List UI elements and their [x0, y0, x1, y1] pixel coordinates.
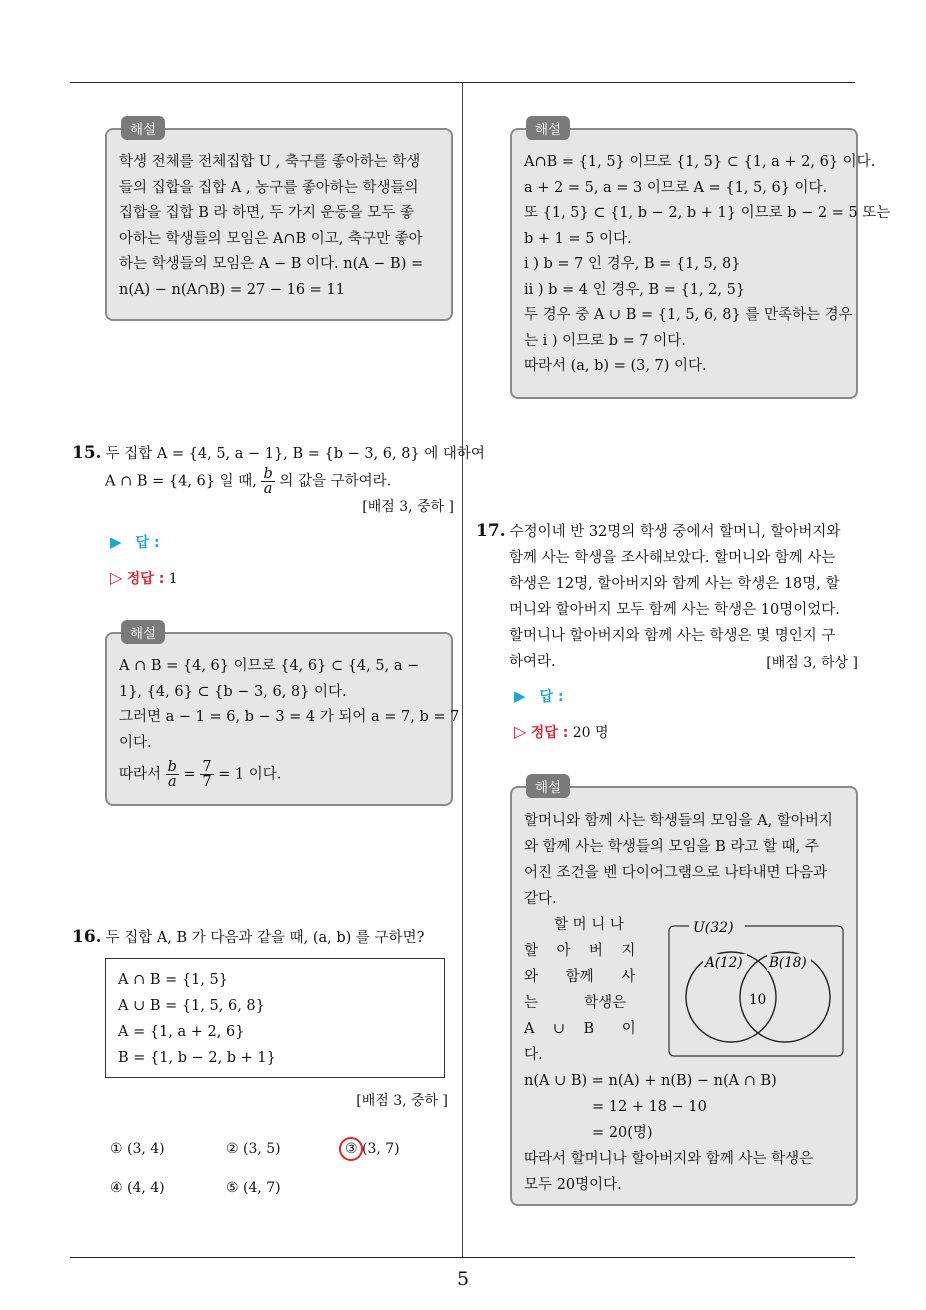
calc-line: = 12 + 18 − 10 — [592, 1099, 707, 1115]
page-number: 5 — [456, 1268, 470, 1290]
question-text: 두 집합 A, B 가 다음과 같을 때, (a, b) 를 구하면? — [105, 930, 425, 946]
question-text: 학생은 12명, 할아버지와 함께 사는 학생은 18명, 할 — [509, 576, 840, 592]
solution-line: 이다. — [119, 734, 152, 751]
side-line: 다. — [524, 1047, 543, 1063]
fraction-denominator: a — [263, 481, 273, 497]
solution-line: ii ) b = 4 인 경우, B = {1, 2, 5} — [524, 281, 746, 298]
calc-block — [524, 1068, 813, 1198]
solution-line: 따라서 $\frac{b}{a}$ = $\frac{7}{7}$ = 1 이다. — [119, 759, 282, 790]
column-divider — [462, 83, 463, 1257]
fraction-denominator: a — [167, 774, 177, 790]
score-meta: [배점 3, 하상 ] — [766, 655, 858, 671]
fraction-numerator: 7 — [202, 759, 212, 775]
set-b-label: B(18) — [769, 955, 807, 971]
question-text: 의 값을 구하여라. — [279, 473, 392, 490]
correct-answer-17 — [514, 722, 609, 742]
solution-line: A∩B = {1, 5} 이므로 {1, 5} ⊂ {1, a + 2, 6} 이다. — [524, 154, 876, 170]
score-meta: [배점 3, 중하 ] — [362, 499, 454, 515]
solution-line: 와 함께 사는 학생들의 모임을 B 라고 할 때, 주 — [524, 839, 819, 855]
solution-line: 학생 전체를 전체집합 U , 축구를 좋아하는 학생 — [119, 154, 421, 170]
solution-line: 같다. — [524, 891, 557, 907]
solution-line: 집합을 집합 B 라 하면, 두 가지 운동을 모두 좋 — [119, 205, 414, 221]
question-text: 수정이네 반 32명의 학생 중에서 할머니, 할아버지와 — [509, 524, 841, 540]
fraction — [200, 760, 213, 789]
solution-tab: 해설 — [121, 620, 165, 644]
solution-text-part: 따라서 — [119, 766, 162, 783]
fraction-numerator: b — [167, 759, 177, 775]
question-text: 두 집합 A = {4, 5, a − 1}, B = {b − 3, 6, 8} 에 대하여 — [105, 446, 485, 462]
solution-line: 따라서 할머니나 할아버지와 함께 사는 학생은 — [524, 1151, 814, 1167]
side-text — [524, 912, 654, 1068]
choice-5[interactable]: ⑤ (4, 7) — [226, 1180, 281, 1196]
fraction — [166, 760, 179, 789]
outline-triangle-icon: ▷ — [110, 568, 123, 587]
correct-value: 1 — [168, 571, 178, 587]
solution-box-15 — [105, 626, 460, 806]
side-line: 할 머 니 나 — [554, 917, 624, 933]
solution-text — [524, 150, 891, 380]
side-line: A ∪ B 이 — [524, 1021, 636, 1037]
correct-answer-15 — [110, 568, 178, 588]
intersection-value: 10 — [749, 992, 767, 1008]
venn-diagram — [667, 918, 847, 1060]
side-line: 할 아 버 지 — [524, 943, 636, 959]
condition-box — [105, 958, 445, 1078]
question-number: 17. — [476, 521, 506, 541]
solution-tab: 해설 — [526, 774, 570, 798]
correct-label: 정답 : — [126, 571, 165, 587]
solution-line: A ∩ B = {4, 6} 이므로 {4, 6} ⊂ {4, 5, a − — [119, 658, 420, 674]
condition-line: B = {1, b − 2, b + 1} — [118, 1050, 276, 1066]
solution-line: 는 i ) 이므로 b = 7 이다. — [524, 332, 686, 349]
solution-box-14 — [105, 122, 453, 321]
choice-2[interactable]: ② (3, 5) — [226, 1141, 281, 1157]
answer-label: 답 : — [135, 535, 160, 551]
calc-line: = 20(명) — [592, 1125, 653, 1141]
correct-value: 20 명 — [572, 725, 609, 741]
solution-line: 그러면 a − 1 = 6, b − 3 = 4 가 되어 a = 7, b = 7 — [119, 709, 460, 725]
solution-tab: 해설 — [526, 116, 570, 140]
outline-triangle-icon: ▷ — [514, 722, 527, 741]
solution-line: 모두 20명이다. — [524, 1177, 622, 1193]
question-text: 머니와 할아버지 모두 함께 사는 학생은 10명이었다. — [509, 602, 840, 618]
universe-rect — [669, 926, 843, 1056]
question-15 — [72, 440, 485, 496]
choice-3[interactable]: ③ (3, 7) — [345, 1141, 400, 1157]
fraction — [261, 467, 274, 496]
play-triangle-icon: ▶ — [514, 687, 526, 705]
solution-line: 두 경우 중 A ∪ B = {1, 5, 6, 8} 를 만족하는 경우 — [524, 307, 853, 323]
play-triangle-icon: ▶ — [110, 533, 122, 551]
condition-line: A ∪ B = {1, 5, 6, 8} — [118, 998, 265, 1014]
solution-tab: 해설 — [121, 116, 165, 140]
solution-box-16 — [510, 122, 891, 399]
question-text: 함께 사는 학생을 조사해보았다. 할머니와 함께 사는 — [509, 550, 836, 566]
solution-line: 어진 조건을 벤 다이어그램으로 나타내면 다음과 — [524, 865, 828, 881]
calc-line: n(A ∪ B) = n(A) + n(B) − n(A ∩ B) — [524, 1073, 777, 1089]
universe-label: U(32) — [693, 920, 734, 936]
solution-line: 아하는 학생들의 모임은 A∩B 이고, 축구만 좋아 — [119, 230, 423, 247]
answer-label: 답 : — [539, 689, 564, 705]
fraction-denominator: 7 — [202, 774, 212, 790]
selected-answer-circle — [339, 1137, 363, 1161]
fraction-numerator: b — [263, 466, 273, 482]
question-16 — [72, 924, 424, 951]
question-text: A ∩ B = {4, 6} 일 때, — [105, 473, 257, 490]
solution-line: 할머니와 함께 사는 학생들의 모임을 A, 할아버지 — [524, 813, 833, 829]
side-line: 는 학생은 — [524, 995, 627, 1011]
solution-line: n(A) − n(A∩B) = 27 − 16 = 11 — [119, 281, 345, 298]
question-text: 할머니나 할아버지와 함께 사는 학생은 몇 명인지 구 — [509, 628, 836, 644]
set-a-label: A(12) — [705, 955, 743, 971]
bottom-rule — [70, 1257, 855, 1258]
score-meta: [배점 3, 중하 ] — [356, 1093, 448, 1109]
solution-line: a + 2 = 5, a = 3 이므로 A = {1, 5, 6} 이다. — [524, 179, 828, 196]
solution-box-17 — [510, 780, 858, 1206]
choice-1[interactable]: ① (3, 4) — [110, 1141, 165, 1157]
answer-row-17 — [514, 686, 564, 706]
solution-text — [524, 808, 846, 912]
solution-line: 또 {1, 5} ⊂ {1, b − 2, b + 1} 이므로 b − 2 = 5 또는 — [524, 205, 891, 221]
choice-4[interactable]: ④ (4, 4) — [110, 1180, 165, 1196]
solution-line: b + 1 = 5 이다. — [524, 230, 632, 247]
solution-text — [119, 150, 441, 303]
solution-line: 따라서 (a, b) = (3, 7) 이다. — [524, 358, 707, 374]
solution-line: 1}, {4, 6} ⊂ {b − 3, 6, 8} 이다. — [119, 683, 347, 700]
question-number: 16. — [72, 927, 102, 947]
question-number: 15. — [72, 443, 102, 463]
solution-text-part: = 1 이다. — [218, 766, 282, 783]
condition-line: A ∩ B = {1, 5} — [118, 972, 228, 988]
answer-row-15 — [110, 532, 160, 552]
solution-line: 들의 집합을 집합 A , 농구를 좋아하는 학생들의 — [119, 179, 419, 196]
solution-line: 하는 학생들의 모임은 A − B 이다. n(A − B) = — [119, 256, 424, 272]
solution-line: i ) b = 7 인 경우, B = {1, 5, 8} — [524, 256, 741, 272]
solution-text — [119, 654, 460, 790]
condition-line: A = {1, a + 2, 6} — [118, 1024, 245, 1040]
side-line: 와 함께 사 — [524, 969, 636, 985]
correct-label: 정답 : — [530, 725, 569, 741]
question-text: 하여라. — [509, 654, 556, 670]
